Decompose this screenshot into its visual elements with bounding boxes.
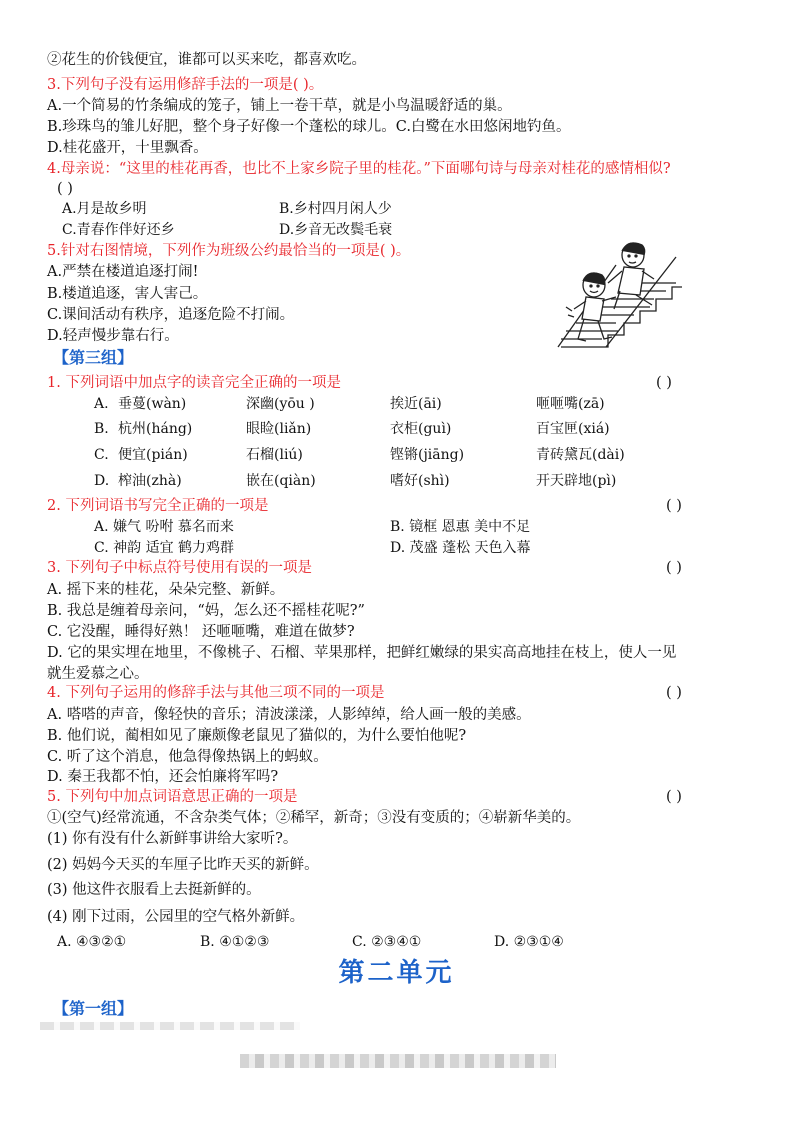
q4-option-a: A.月是故乡明: [62, 201, 147, 217]
g3-q2-option-a: A. 嫌气 吩咐 慕名而来: [94, 519, 234, 535]
g3-q1-row-a-w1: 垂蔓(wàn): [118, 396, 187, 412]
g3-q1-row-b-label: B.: [94, 421, 109, 437]
g3-q3-option-d-line1: D. 它的果实埋在地里，不像桃子、石榴、苹果那样，把鲜红嫩绿的果实高高地挂在枝上，使人一见: [47, 645, 677, 661]
q3-option-d: D.桂花盛开，十里飘香。: [47, 140, 208, 156]
q3-option-bc: B.珍珠鸟的雏儿好肥，整个身子好像一个蓬松的球儿。C.白鹭在水田悠闲地钓鱼。: [47, 119, 571, 135]
g3-q5-sentence-3: (3) 他这件衣服看上去挺新鲜的。: [47, 882, 261, 898]
g3-q4-option-b: B. 他们说，蔺相如见了廉颇像老鼠见了猫似的，为什么要怕他呢?: [47, 728, 467, 744]
g3-q1-row-a-w3: 挨近(āi): [390, 396, 442, 412]
g3-q4-option-a: A. 嗒嗒的声音，像轻快的音乐；清波漾漾，人影绰绰，给人画一般的美感。: [47, 707, 531, 723]
g3-q1-row-d-w4: 开天辟地(pì): [536, 473, 617, 489]
g3-q1-row-c-w4: 青砖黛瓦(dài): [536, 447, 625, 463]
g3-q3-option-c: C. 它没醒，睡得好熟！ 还咂咂嘴，难道在做梦?: [47, 624, 355, 640]
g3-q1-row-d-w1: 榨油(zhà): [118, 473, 182, 489]
q4-option-d: D.乡音无改鬓毛衰: [279, 222, 393, 238]
g3-q5-option-b: B. ④①②③: [200, 934, 270, 950]
g3-q3-stem: 3. 下列句子中标点符号使用有误的一项是: [47, 560, 312, 576]
blurred-footer: [240, 1054, 556, 1068]
g3-q1-row-b-w3: 衣柜(guì): [390, 421, 452, 437]
q4-option-c: C.青春作伴好还乡: [62, 222, 175, 238]
cropped-line: [40, 1022, 300, 1030]
g3-q5-option-a: A. ④③②①: [57, 934, 127, 950]
stairs-illustration: [556, 235, 686, 353]
g3-q3-option-b: B. 我总是缠着母亲问，“妈，怎么还不摇桂花呢?”: [47, 603, 365, 619]
g3-q2-stem: 2. 下列词语书写完全正确的一项是: [47, 498, 269, 514]
g3-q1-paren: ( ): [656, 375, 672, 391]
q4-option-b: B.乡村四月闲人少: [279, 201, 392, 217]
g3-q1-row-c-w3: 铿锵(jiāng): [390, 447, 465, 463]
g3-q4-option-d: D. 秦王我都不怕，还会怕廉将军吗?: [47, 769, 279, 785]
top-line: ②花生的价钱便宜，谁都可以买来吃，都喜欢吃。: [47, 52, 366, 68]
q3-option-a: A.一个简易的竹条编成的笼子，铺上一卷干草，就是小鸟温暖舒适的巢。: [47, 98, 512, 114]
g3-q1-row-d-w3: 嗜好(shì): [390, 473, 450, 489]
g3-q1-stem: 1. 下列词语中加点字的读音完全正确的一项是: [47, 375, 341, 391]
g3-q5-option-c: C. ②③④①: [352, 934, 422, 950]
g3-q4-stem: 4. 下列句子运用的修辞手法与其他三项不同的一项是: [47, 685, 385, 701]
g3-q1-row-a-label: A.: [94, 396, 109, 412]
g3-q1-row-d-w2: 嵌在(qiàn): [246, 473, 316, 489]
q3-stem: 3.下列句子没有运用修辞手法的一项是( )。: [47, 77, 324, 93]
group1-title: 【第一组】: [53, 999, 134, 1018]
q5-option-a: A.严禁在楼道追逐打闹!: [47, 264, 199, 280]
g3-q2-option-b: B. 镜框 恩惠 美中不足: [390, 519, 531, 535]
g3-q2-option-d: D. 茂盛 蓬松 天色入幕: [390, 540, 531, 556]
g3-q5-definitions: ①(空气)经常流通，不含杂类气体；②稀罕，新奇；③没有变质的；④崭新华美的。: [47, 810, 581, 826]
q4-paren: ( ): [57, 181, 73, 197]
g3-q1-row-b-w1: 杭州(háng): [118, 421, 193, 437]
g3-q1-row-c-w2: 石榴(liú): [246, 447, 303, 463]
g3-q4-paren: ( ): [666, 685, 682, 701]
g3-q5-option-d: D. ②③①④: [494, 934, 564, 950]
g3-q2-paren: ( ): [666, 498, 682, 514]
g3-q3-option-a: A. 摇下来的桂花，朵朵完整、新鲜。: [47, 582, 285, 598]
g3-q5-paren: ( ): [666, 789, 682, 805]
g3-q5-stem: 5. 下列句中加点词语意思正确的一项是: [47, 789, 298, 805]
g3-q3-option-d-line2: 就生爱慕之心。: [47, 666, 149, 682]
g3-q5-sentence-1: (1) 你有没有什么新鲜事讲给大家听?。: [47, 831, 298, 847]
unit-title: 第二单元: [338, 958, 455, 988]
g3-q1-row-a-w4: 咂咂嘴(zā): [536, 396, 605, 412]
g3-q4-option-c: C. 听了这个消息，他急得像热锅上的蚂蚁。: [47, 749, 328, 765]
g3-q5-sentence-2: (2) 妈妈今天买的车厘子比昨天买的新鲜。: [47, 857, 319, 873]
g3-q1-row-d-label: D.: [94, 473, 110, 489]
q5-stem: 5.针对右图情境，下列作为班级公约最恰当的一项是( )。: [47, 243, 411, 259]
q4-stem: 4.母亲说：“这里的桂花再香，也比不上家乡院子里的桂花。”下面哪句诗与母亲对桂花的感情相似?: [47, 161, 671, 177]
g3-q1-row-c-label: C.: [94, 447, 109, 463]
g3-q2-option-c: C. 神韵 适宜 鹤力鸡群: [94, 540, 235, 556]
group3-title: 【第三组】: [53, 348, 134, 367]
q5-option-d: D.轻声慢步靠右行。: [47, 328, 179, 344]
g3-q1-row-a-w2: 深幽(yōu ): [246, 396, 315, 412]
g3-q3-paren: ( ): [666, 560, 682, 576]
g3-q1-row-b-w2: 眼睑(liǎn): [246, 421, 312, 437]
g3-q5-sentence-4: (4) 刚下过雨，公园里的空气格外新鲜。: [47, 909, 305, 925]
q5-option-b: B.楼道追逐，害人害己。: [47, 286, 208, 302]
q5-option-c: C.课间活动有秩序，追逐危险不打闹。: [47, 307, 295, 323]
g3-q1-row-b-w4: 百宝匣(xiá): [536, 421, 610, 437]
g3-q1-row-c-w1: 便宜(pián): [118, 447, 188, 463]
